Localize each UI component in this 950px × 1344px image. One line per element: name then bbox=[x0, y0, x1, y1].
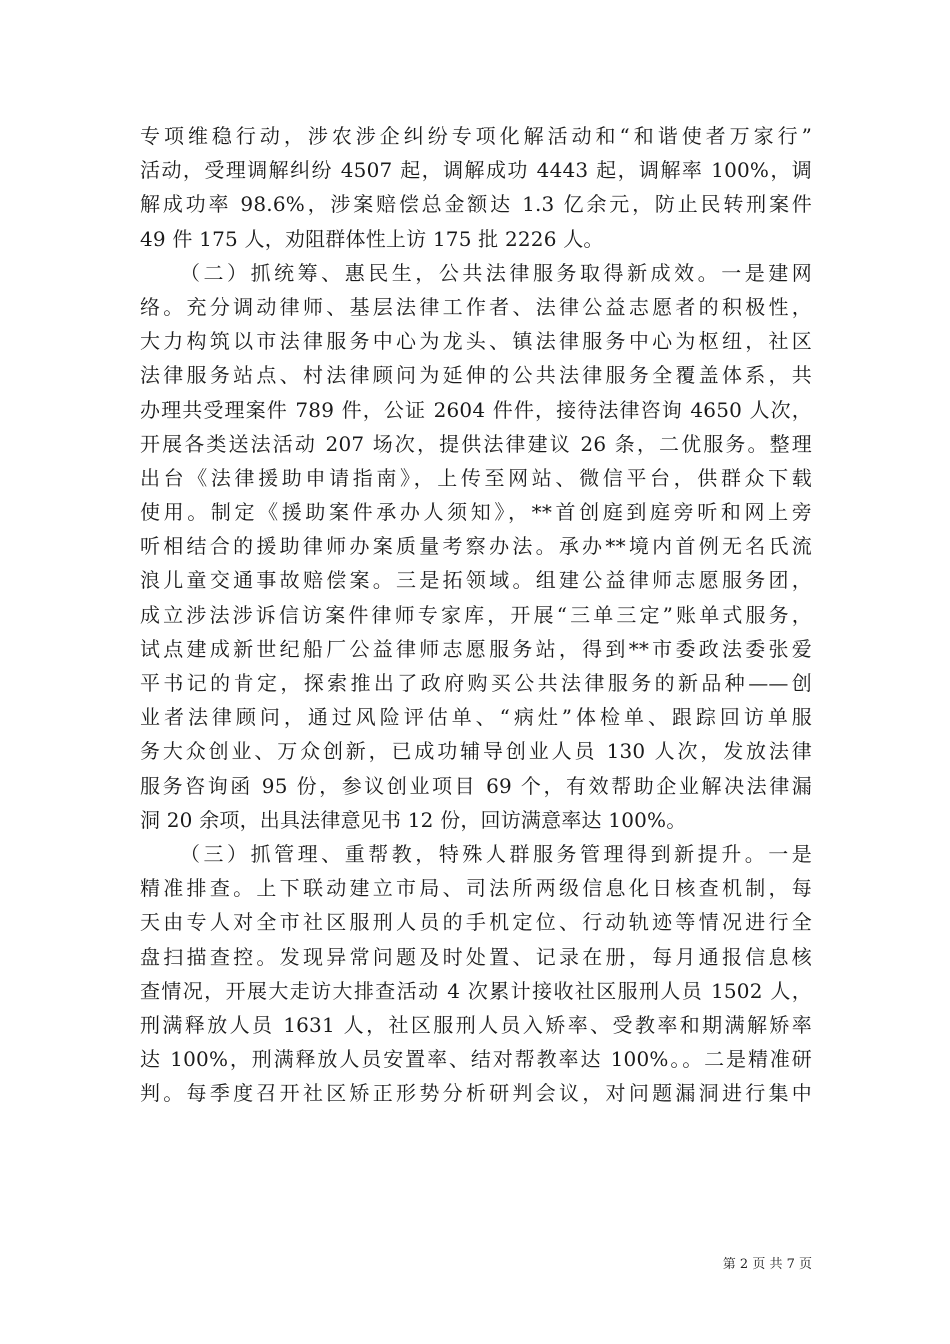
text-line: 达 100%，刑满释放人员安置率、结对帮教率达 100%。。二是精准研 bbox=[140, 1047, 812, 1072]
text-line: 出台《法律援助申请指南》，上传至网站、微信平台，供群众下载 bbox=[140, 465, 812, 490]
text-line: 平书记的肯定，探索推出了政府购买公共法律服务的新品种——创 bbox=[140, 671, 812, 695]
text-line: 业者法律顾问，通过风险评估单、“病灶”体检单、跟踪回访单服 bbox=[140, 705, 812, 730]
text-line: 听相结合的援助律师办案质量考察办法。承办**境内首例无名氏流 bbox=[140, 534, 812, 559]
text-line: 查情况，开展大走访大排查活动 4 次累计接收社区服刑人员 1502 人， bbox=[140, 978, 812, 1003]
text-line: 法律服务站点、村法律顾问为延伸的公共法律服务全覆盖体系，共 bbox=[140, 363, 812, 388]
page-number: 第 2 页 共 7 页 bbox=[722, 1257, 812, 1272]
text-line: 活动，受理调解纠纷 4507 起，调解成功 4443 起，调解率 100%，调 bbox=[140, 158, 812, 183]
text-line: 办理共受理案件 789 件，公证 2604 件件，接待法律咨询 4650 人次， bbox=[140, 397, 812, 422]
text-line: 成立涉法涉诉信访案件律师专家库，开展“三单三定”账单式服务， bbox=[140, 602, 812, 627]
paragraph-start-line: （二）抓统筹、惠民生，公共法律服务取得新成效。一是建网 bbox=[180, 260, 812, 285]
text-line: 解成功率 98.6%，涉案赔偿总金额达 1.3 亿余元，防止民转刑案件 bbox=[140, 192, 812, 217]
text-line: 开展各类送法活动 207 场次，提供法律建议 26 条，二优服务。整理 bbox=[140, 431, 812, 456]
text-line: 刑满释放人员 1631 人，社区服刑人员入矫率、受教率和期满解矫率 bbox=[140, 1012, 812, 1037]
text-line: 专项维稳行动，涉农涉企纠纷专项化解活动和“和谐使者万家行” bbox=[140, 124, 812, 148]
text-line: 判。每季度召开社区矫正形势分析研判会议，对问题漏洞进行集中 bbox=[140, 1081, 812, 1106]
text-line: 务大众创业、万众创新，已成功辅导创业人员 130 人次，发放法律 bbox=[140, 739, 812, 764]
text-line: 49 件 175 人，劝阻群体性上访 175 批 2226 人。 bbox=[140, 226, 604, 251]
text-line: 浪儿童交通事故赔偿案。三是拓领域。组建公益律师志愿服务团， bbox=[140, 568, 812, 593]
paragraph-start-line: （三）抓管理、重帮教，特殊人群服务管理得到新提升。一是 bbox=[180, 841, 812, 866]
text-line: 络。充分调动律师、基层法律工作者、法律公益志愿者的积极性， bbox=[140, 294, 812, 319]
document-body bbox=[140, 119, 812, 1110]
text-line: 天由专人对全市社区服刑人员的手机定位、行动轨迹等情况进行全 bbox=[140, 910, 812, 935]
text-line: 洞 20 余项，出具法律意见书 12 份，回访满意率达 100%。 bbox=[140, 807, 687, 832]
text-line: 试点建成新世纪船厂公益律师志愿服务站，得到**市委政法委张爱 bbox=[140, 636, 812, 661]
text-line: 精准排查。上下联动建立市局、司法所两级信息化日核查机制，每 bbox=[140, 876, 812, 901]
text-line: 大力构筑以市法律服务中心为龙头、镇法律服务中心为枢纽，社区 bbox=[140, 329, 812, 354]
text-line: 使用。制定《援助案件承办人须知》，**首创庭到庭旁听和网上旁 bbox=[140, 500, 812, 525]
text-line: 盘扫描查控。发现异常问题及时处置、记录在册，每月通报信息核 bbox=[140, 944, 812, 969]
text-line: 服务咨询函 95 份，参议创业项目 69 个，有效帮助企业解决法律漏 bbox=[140, 773, 812, 798]
